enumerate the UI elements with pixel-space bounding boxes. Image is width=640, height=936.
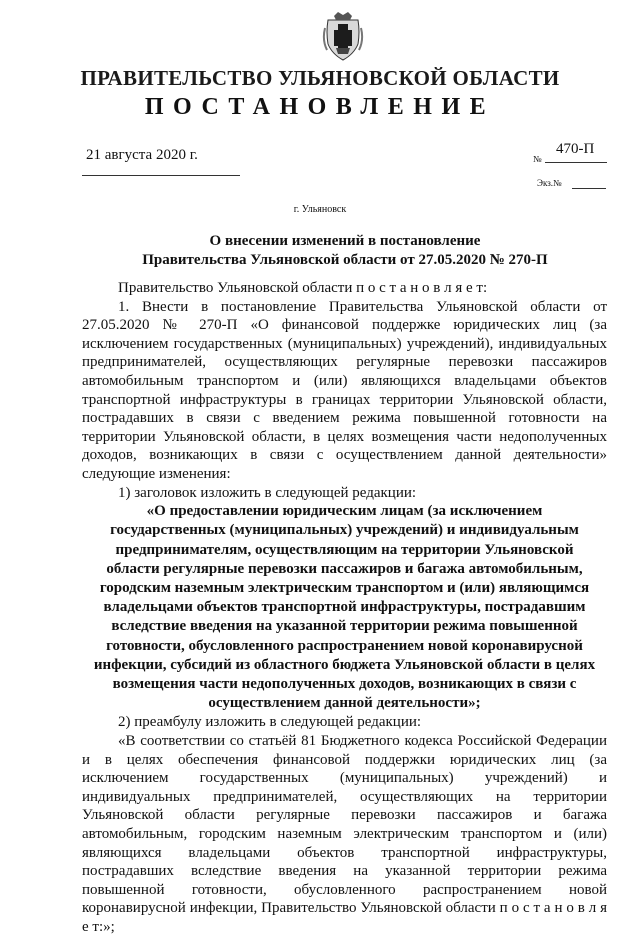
document-type: ПОСТАНОВЛЕНИЕ	[144, 94, 496, 120]
copy-number-label: Экз.№	[537, 178, 562, 188]
subject-line-1: О внесении изменений в постановление	[209, 233, 481, 249]
organization-title: ПРАВИТЕЛЬСТВО УЛЬЯНОВСКОЙ ОБЛАСТИ	[80, 66, 560, 90]
document-number: 470-П	[556, 141, 595, 157]
number-underline	[545, 162, 607, 163]
new-preamble-text: «В соответствии со статьёй 81 Бюджетного кодекса Российской Федерации и в целях обеспечения финансовой поддержки юридических лиц (за исключением государственных (муниципальных) учреждений) и индивидуальных предпринимателей, осуществляющих на территории Ульяновской области регулярные перевозки пассажиров и багажа автомобильным, городским наземным электрическим транспортом и (или) являющихся владельцами объектов транспортной инфраструктуры, пострадавших вследствие введения на указанной территории режима повышенной готовности, обусловленного распространением новой коронавирусной инфекции, Правительство Ульяновской области п о с т а н о в л я е т:»;	[82, 732, 607, 935]
preamble: Правительство Ульяновской области п о с т а н о в л я е т:	[118, 280, 488, 296]
coat-of-arms-icon	[322, 10, 364, 62]
date-underline	[82, 175, 240, 176]
document-subject	[80, 232, 610, 270]
document-body	[82, 279, 607, 936]
subject-line-2: Правительства Ульяновской области от 27.05.2020 № 270-П	[142, 252, 548, 268]
document-date: 21 августа 2020 г.	[86, 147, 198, 163]
new-title-text: «О предоставлении юридическим лицам (за исключением государственных (муниципальных) учреждений) и индивидуальным предпринимателям, осуществляющим на территории Ульяновской области регулярные перевозки пассажиров и багажа автомобильным, городским наземным электрическим транспортом и (или) являющимся владельцами объектов транспортной инфраструктуры, пострадавшим вследствие введения на указанной территории режима повышенной готовности, обусловленного распространением новой коронавирусной инфекции, субсидий из областного бюджета Ульяновской области в целях возмещения части недополученных доходов, возникающих в связи с осуществлением данной деятельности»;	[93, 503, 596, 712]
sub-item-1: 1) заголовок изложить в следующей редакции:	[118, 484, 417, 501]
sub-item-2: 2) преамбулу изложить в следующей редакции:	[118, 714, 422, 731]
city: г. Ульяновск	[293, 204, 347, 215]
copy-number-underline	[572, 188, 606, 189]
item-1: 1. Внести в постановление Правительства Ульяновской области от 27.05.2020 № 270-П «О финансовой поддержке юридических лиц (за исключением государственных (муниципальных) учреждений), индивидуальных предпринимателей, осуществляющих регулярные перевозки пассажиров автомобильным транспортом и (или) являющихся владельцами объектов транспортной инфраструктуры в границах территории Ульяновской области, пострадавших в связи с введением режима повышенной готовности на территории Ульяновской области, в целях возмещения части недополученных доходов, возникающих в связи с осуществлением данной деятельности» следующие изменения:	[82, 298, 607, 482]
number-sign: №	[533, 154, 542, 164]
